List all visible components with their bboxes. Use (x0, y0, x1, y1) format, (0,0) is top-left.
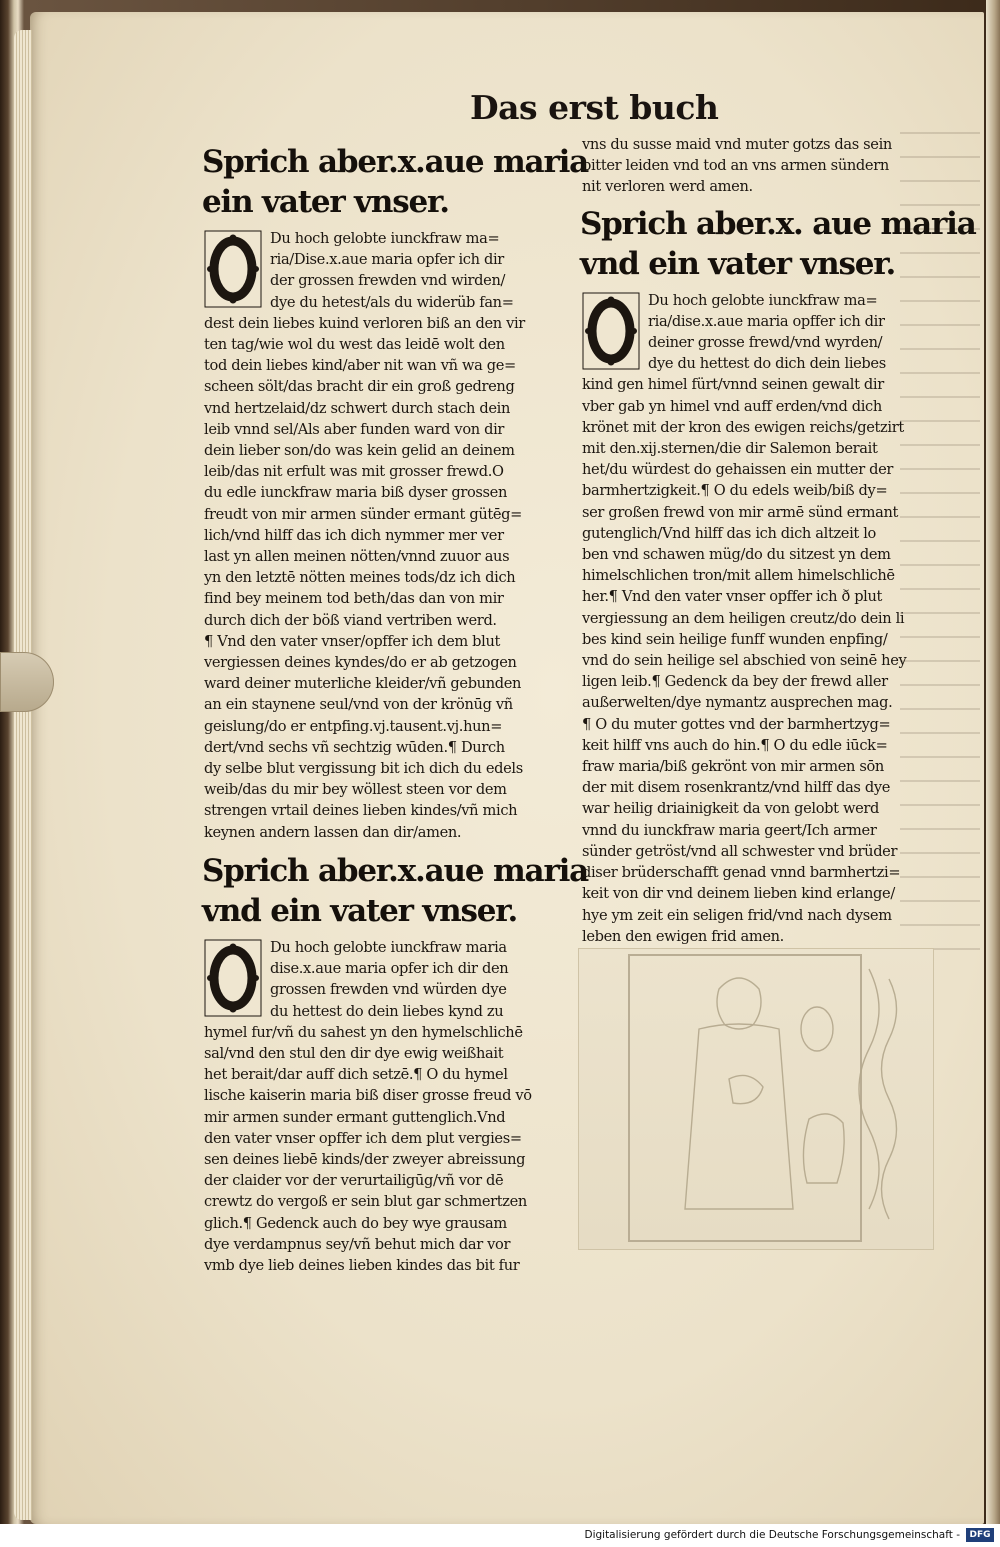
heading-line: vnd ein vater vnser. (580, 245, 896, 282)
section-heading (580, 204, 976, 284)
text-line: sünder getröst/vnd all schwester vnd brüder (582, 842, 898, 860)
text-line: barmhertzigkeit.¶ O du edels weib/biß dy= (582, 482, 888, 500)
text-section (202, 142, 589, 843)
text-line: leib vnnd sel/Als aber funden ward von dir (204, 420, 505, 438)
text-line: vergiessung an dem heiligen creutz/do dein li (582, 609, 905, 627)
text-line: dise.x.aue maria opfer ich dir den (270, 960, 509, 978)
text-line: leib/das nit erfult was mit grosser frewd.O (204, 463, 504, 481)
text-line: ria/Dise.x.aue maria opfer ich dir (270, 251, 504, 269)
paragraph (582, 290, 932, 947)
text-line: find bey meinem tod beth/das dan von mir (204, 590, 504, 608)
text-line: kind gen himel fürt/vnnd seinen gewalt dir (582, 376, 884, 394)
text-line: crewtz do vergoß er sein blut gar schmertzen (204, 1193, 527, 1211)
heading-line: ein vater vnser. (202, 184, 449, 220)
text-line: Du hoch gelobte iunckfraw ma= (648, 291, 878, 309)
text-line: keynen andern lassen dan dir/amen. (204, 823, 462, 841)
text-line: scheen sölt/das bracht dir ein groß gedreng (204, 378, 515, 396)
text-line: außerwelten/dye nymantz ausprechen mag. (582, 694, 893, 712)
text-line: tod dein liebes kind/aber nit wan vñ wa ge= (204, 357, 516, 375)
text-line: deiner grosse frewd/vnd wyrden/ (648, 334, 883, 352)
text-line: glich.¶ Gedenck auch do bey wye grausam (204, 1214, 507, 1232)
text-line: yn den letztē nötten meines tods/dz ich dich (204, 569, 516, 587)
text-line: vnd hertzelaid/dz schwert durch stach dein (204, 399, 510, 417)
decorated-initial (204, 939, 264, 1021)
text-line: du hettest do dein liebes kynd zu (270, 1002, 504, 1020)
text-line: himelschlichen tron/mit allem himelschlichē (582, 567, 895, 585)
text-line: der claider vor der verurtailigūg/vñ vor dē (204, 1172, 504, 1190)
text-line: krönet mit der kron des ewigen reichs/getzirt (582, 418, 904, 436)
text-line: der mit disem rosenkrantz/vnd hilff das dye (582, 779, 891, 797)
text-line: an ein staynene seul/vnd von der krönūg vñ (204, 696, 513, 714)
text-line: mir armen sunder ermant guttenglich.Vnd (204, 1108, 506, 1126)
text-section (202, 851, 589, 1276)
text-line: sal/vnd den stul den dir dye ewig weißhait (204, 1044, 504, 1062)
text-line: bes kind sein heilige funff wunden enpfing/ (582, 630, 888, 648)
text-line: vns du susse maid vnd muter gotzs das sein (582, 136, 892, 153)
text-line: vber gab yn himel vnd auff erden/vnd dich (582, 397, 882, 415)
text-line: leben den ewigen frid amen. (582, 927, 784, 945)
madonna-woodcut-icon (579, 949, 933, 1249)
text-line: dye du hetest/als du widerüb fan= (270, 293, 514, 311)
section-heading (202, 851, 589, 931)
text-line: lische kaiserin maria biß diser grosse freud vō (204, 1087, 532, 1105)
text-line: gutenglich/Vnd hilff das ich dich altzeit lo (582, 524, 876, 542)
section-heading (202, 142, 589, 222)
footer-bar (0, 1524, 1000, 1547)
initial-letter-o-icon (204, 230, 262, 308)
text-line: het/du würdest do gehaissen ein mutter der (582, 461, 894, 479)
text-line: war heilig driainigkeit da von gelobt werd (582, 800, 880, 818)
initial-letter-o-icon (582, 292, 640, 370)
text-line: ben vnd schawen müg/do du sitzest yn dem (582, 546, 891, 564)
text-line: freudt von mir armen sünder ermant gütēg= (204, 505, 523, 523)
text-line: ria/dise.x.aue maria opffer ich dir (648, 312, 885, 330)
text-line: du edle iunckfraw maria biß dyser grossen (204, 484, 508, 502)
text-line: der grossen frewden vnd wirden/ (270, 272, 506, 290)
page-stack-edges (14, 30, 32, 1520)
heading-line: vnd ein vater vnser. (202, 892, 518, 929)
book-cover-edge (986, 0, 1000, 1547)
heading-line: Sprich aber.x. aue maria (580, 205, 976, 242)
text-line: strengen vrtail deines lieben kindes/vñ mich (204, 802, 518, 820)
text-line: weib/das du mir bey wöllest steen vor dem (204, 781, 507, 799)
text-line: ser großen frewd von mir armē sünd ermant (582, 503, 899, 521)
right-column (580, 134, 976, 947)
text-line: bitter leiden vnd tod an vns armen sündern (582, 157, 889, 175)
text-line: dert/vnd sechs vñ sechtzig wūden.¶ Durch (204, 738, 505, 756)
text-line: vnnd du iunckfraw maria geert/Ich armer (582, 821, 877, 839)
text-line: Du hoch gelobte iunckfraw maria (270, 938, 507, 956)
text-line: dye verdampnus sey/vñ behut mich dar vor (204, 1235, 511, 1253)
text-line: ligen leib.¶ Gedenck da bey der frewd aller (582, 673, 888, 691)
text-line: ¶ Vnd den vater vnser/opffer ich dem blut (204, 632, 501, 650)
dfg-logo: DFG (966, 1528, 994, 1542)
running-header: Das erst buch (470, 88, 719, 127)
text-line: vergiessen deines kyndes/do er ab getzogen (204, 654, 517, 672)
footer-credit: Digitalisierung gefördert durch die Deutsche Forschungsgemeinschaft - (584, 1529, 960, 1541)
text-line: her.¶ Vnd den vater vnser opffer ich ð plut (582, 588, 883, 606)
text-section (580, 204, 976, 947)
text-line: het berait/dar auff dich setzē.¶ O du hymel (204, 1066, 508, 1084)
text-line: Du hoch gelobte iunckfraw ma= (270, 230, 500, 247)
text-line: sen deines liebē kinds/der zweyer abreissung (204, 1150, 526, 1168)
text-line: keit hilff vns auch do hin.¶ O du edle iūck= (582, 736, 888, 754)
text-line: hymel fur/vñ du sahest yn den hymelschlichē (204, 1023, 523, 1041)
paragraph (204, 228, 556, 843)
continued-paragraph (582, 134, 932, 198)
text-line: nit verloren werd amen. (582, 178, 753, 196)
decorated-initial (582, 292, 642, 374)
text-line: dest dein liebes kuind verloren biß an den vir (204, 314, 525, 332)
text-line: durch dich der böß viand vertriben werd. (204, 611, 497, 629)
initial-letter-o-icon (204, 939, 262, 1017)
text-line: ten tag/wie wol du west das leidē wolt den (204, 336, 505, 354)
text-line: den vater vnser opffer ich dem plut vergies= (204, 1129, 522, 1147)
text-line: dein lieber son/do was kein gelid an deinem (204, 442, 515, 460)
text-line: last yn allen meinen nötten/vnnd zuuor aus (204, 548, 510, 566)
text-line: dy selbe blut vergissung bit ich dich du edels (204, 760, 523, 778)
text-line: keit von dir vnd deinem lieben kind erlange/ (582, 885, 895, 903)
text-line: ward deiner muterliche kleider/vñ gebunden (204, 675, 522, 693)
text-line: vnd do sein heilige sel abschied von seinē hey (582, 652, 907, 670)
text-line: dye du hettest do dich dein liebes (648, 355, 886, 373)
heading-line: Sprich aber.x.aue maria (202, 144, 589, 180)
text-line: diser brüderschafft genad vnnd barmhertzi= (582, 864, 901, 882)
text-line: lich/vnd hilff das ich dich nymmer mer ver (204, 526, 504, 544)
bleed-through-woodcut-image (578, 948, 934, 1250)
text-line: hye ym zeit ein seligen frid/vnd nach dysem (582, 906, 892, 924)
text-line: fraw maria/biß gekrönt von mir armen sōn (582, 758, 884, 776)
text-line: vmb dye lieb deines lieben kindes das bit fur (204, 1256, 520, 1274)
text-line: geislung/do er entpfing.vj.tausent.vj.hun= (204, 717, 503, 735)
text-line: ¶ O du muter gottes vnd der barmhertzyg= (582, 715, 891, 733)
left-column (202, 140, 589, 1276)
heading-line: Sprich aber.x.aue maria (202, 852, 589, 889)
text-line: grossen frewden vnd würden dye (270, 981, 507, 999)
decorated-initial (204, 230, 264, 312)
text-line: mit den.xij.sternen/die dir Salemon berait (582, 440, 878, 458)
